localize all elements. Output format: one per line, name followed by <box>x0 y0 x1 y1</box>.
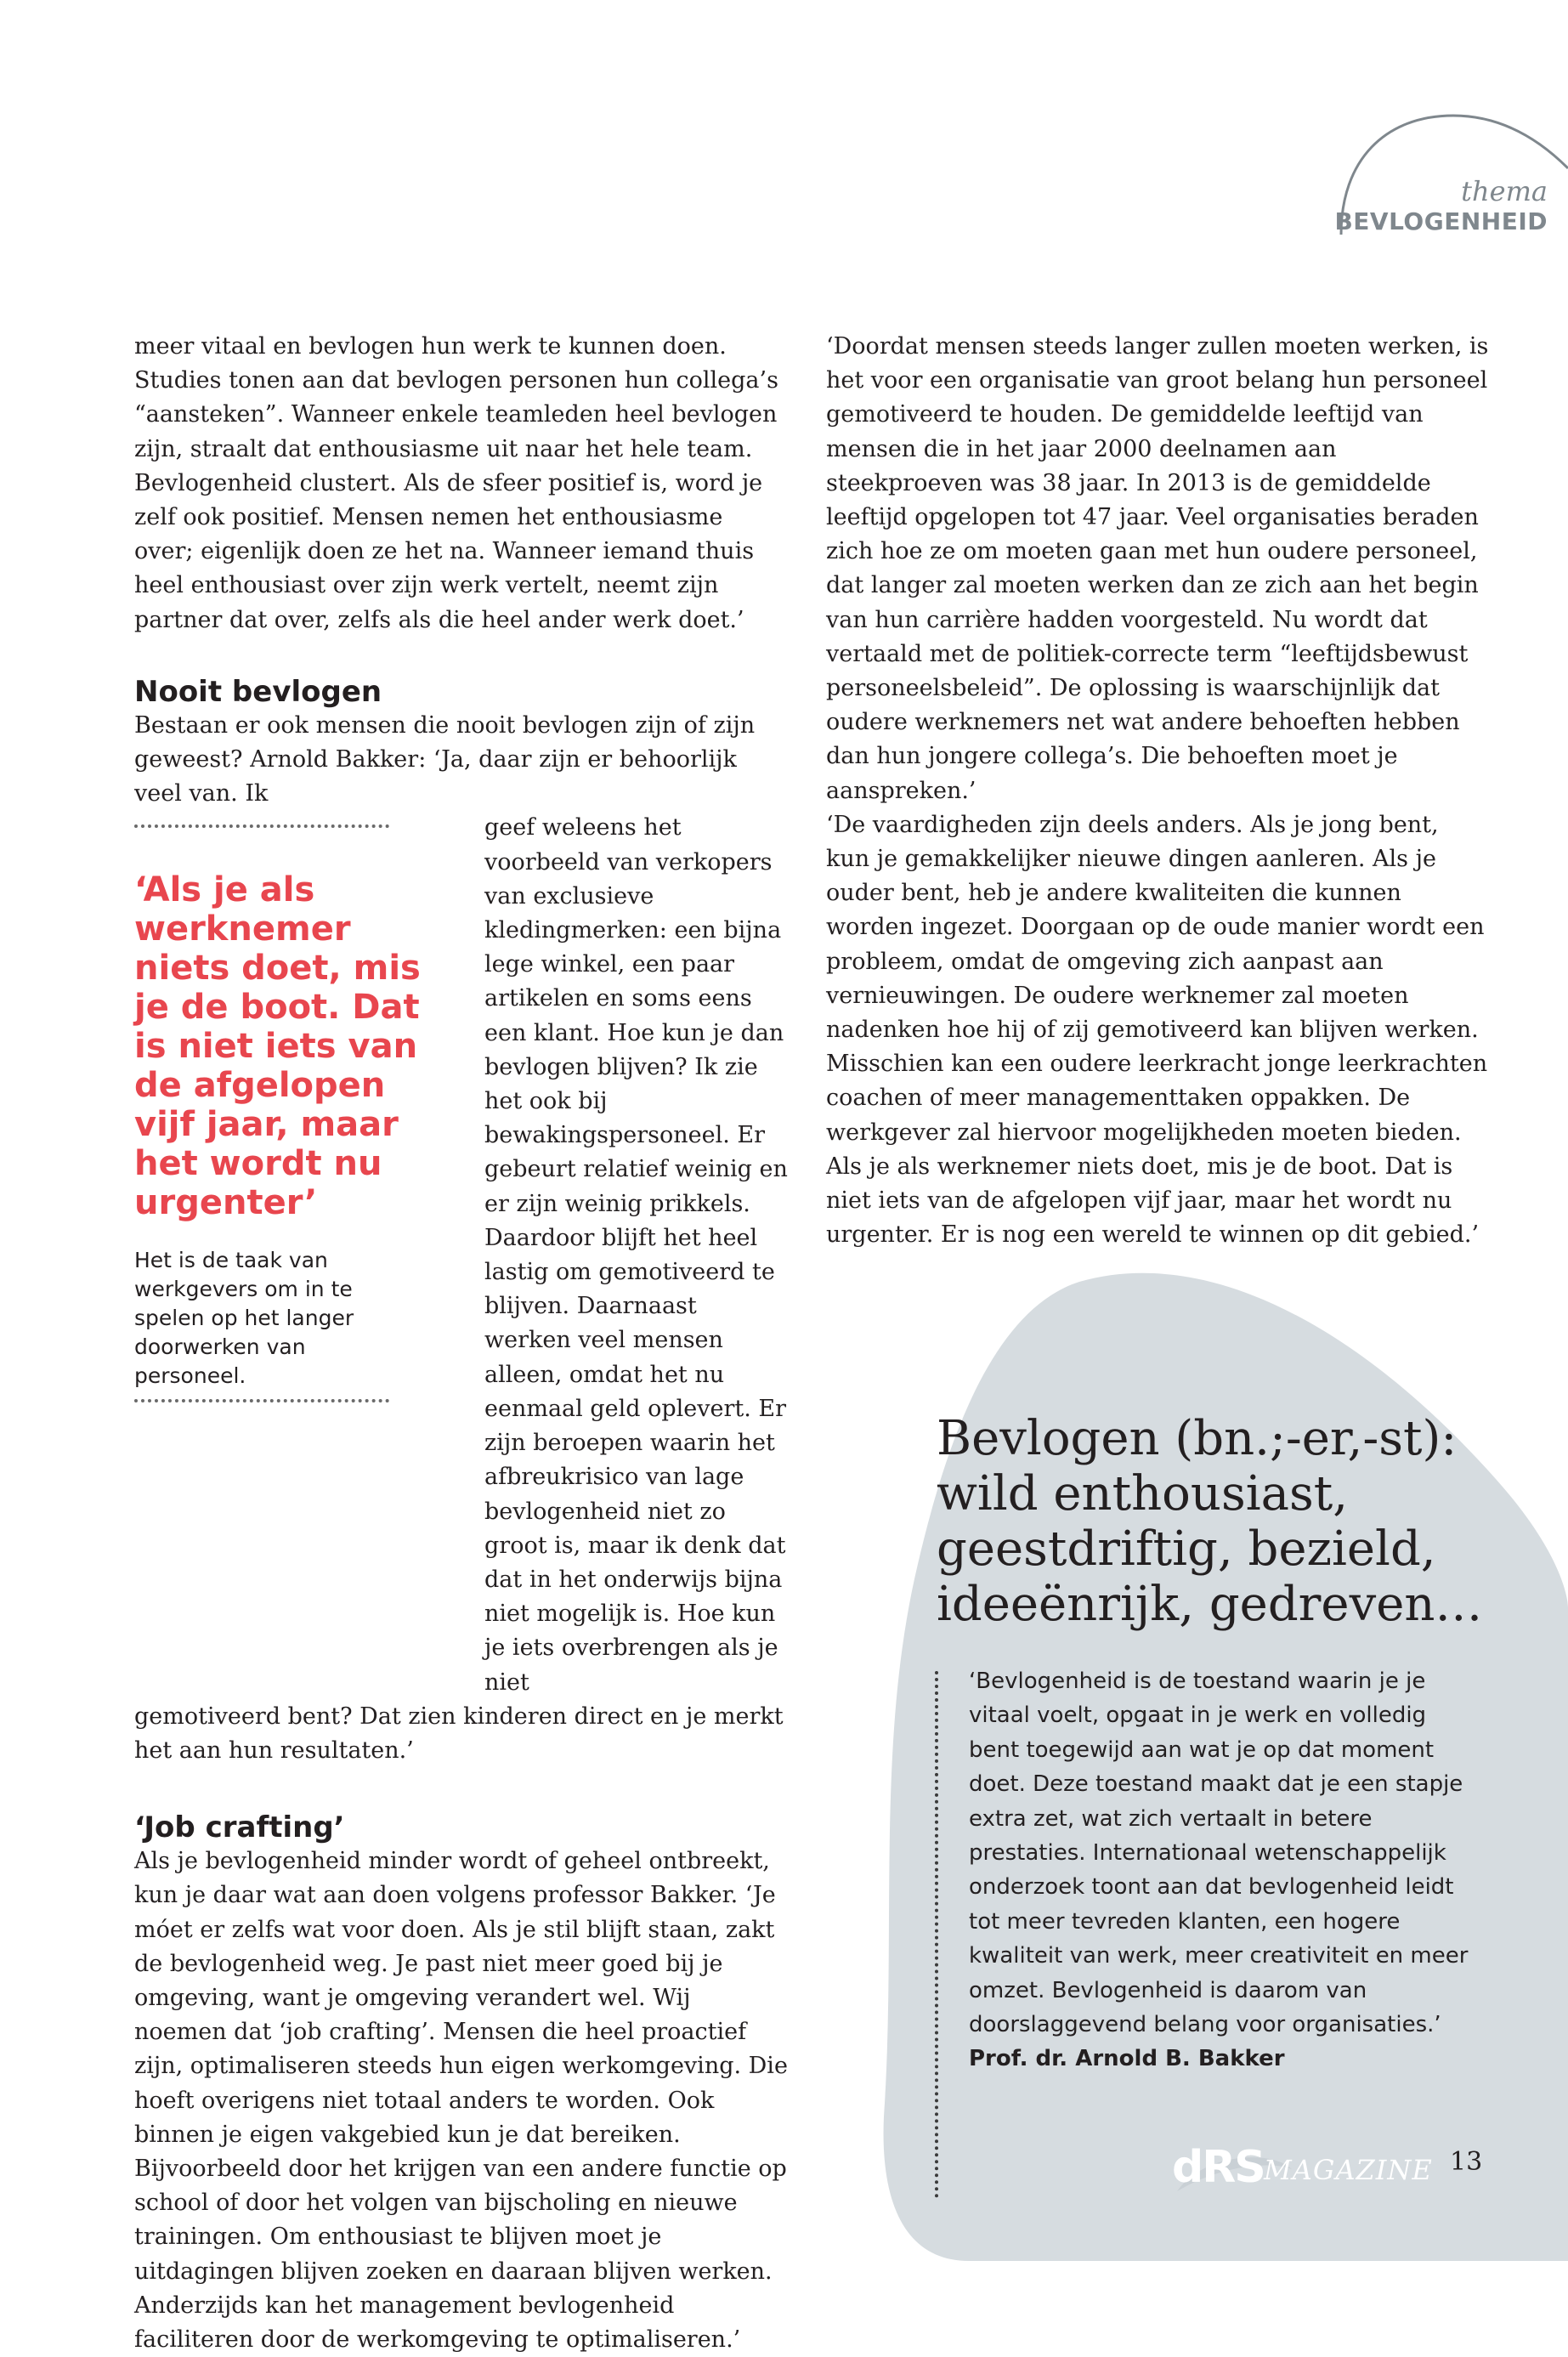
section1-tail: gemotiveerd bent? Dat zien kinderen direct en je merkt het aan hun resultaten.’ <box>134 1703 784 1764</box>
right-paragraph-1: ‘Doordat mensen steeds langer zullen moeten werken, is het voor een organisatie van groot belang hun personeel gemotiveerd te houden. De gemiddelde leeftijd van mensen die in het jaar 2000 deelnamen aan steekproeven was 38 jaar. In 2013 is de gemiddelde leeftijd opgelopen tot 47 jaar. Veel organisaties beraden zich hoe ze om moeten gaan met hun oudere personeel, dat langer zal moeten werken dan ze zich aan het begin van hun carrière hadden voorgesteld. Nu wordt dat vertaald met de politiek-correcte term “leeftijdsbewust personeelsbeleid”. De oplossing is waarschijnlijk dat oudere werknemers net wat andere behoeften hebben dan hun jongere collega’s. Die behoeften moet je aanspreken.’ <box>826 333 1489 804</box>
pull-quote-text: ‘Als je als werknemer niets doet, mis je de boot. Dat is niet iets van de afgelopen vijf jaar, maar het wordt nu urgenter’ <box>134 870 421 1222</box>
logo-letters: dRS <box>1172 2142 1265 2193</box>
pull-quote <box>134 870 457 1391</box>
intro-paragraph: meer vitaal en bevlogen hun werk te kunnen doen. Studies tonen aan dat bevlogen personen hun collega’s “aansteken”. Wanneer enkele teamleden heel bevlogen zijn, straalt dat enthousiasme uit naar het hele team. Bevlogenheid clustert. Als de sfeer positief is, word je zelf ook positief. Mensen nemen het enthousiasme over; eigenlijk doen ze het na. Wanneer iemand thuis heel enthousiast over zijn werk vertelt, neemt zijn partner dat over, zelfs als die heel ander werk doet.’ <box>134 333 778 633</box>
section-heading-nooit-bevlogen: Nooit bevlogen <box>134 674 382 709</box>
definition-title <box>937 1411 1565 1632</box>
pull-quote-rule-top <box>134 824 389 828</box>
pull-quote-caption: Het is de taak van werkgevers om in te spelen op het langer doorwerken van personeel. <box>134 1248 354 1388</box>
definition-dotted-rule <box>935 1671 938 2198</box>
definition-title-line-1: Bevlogen (bn.;-er,-st): <box>937 1411 1458 1466</box>
section1-lead: Bestaan er ook mensen die nooit bevlogen zijn of zijn geweest? Arnold Bakker: ‘Ja, daar zijn er behoorlijk veel van. Ik <box>134 711 756 807</box>
page-number: 13 <box>1450 2147 1483 2177</box>
magazine-logo <box>1169 2142 1433 2193</box>
definition-author: Prof. dr. Arnold B. Bakker <box>969 2046 1285 2072</box>
definition-quote-text: ‘Bevlogenheid is de toestand waarin je je vitaal voelt, opgaat in je werk en volledig bent toegewijd aan wat je op dat moment doet. Deze toestand maakt dat je een stapje extra zet, wat zich vertaalt in betere prestaties. Internationaal wetenschappelijk onderzoek toont aan dat bevlogenheid leidt tot meer tevreden klanten, een hogere kwaliteit van werk, meer creativiteit en meer omzet. Bevlogenheid is daarom van doorslaggevend belang voor organisaties.’ <box>969 1669 1469 2038</box>
definition-title-line-4: ideeënrijk, gedreven… <box>937 1577 1483 1632</box>
right-paragraph-2: ‘De vaardigheden zijn deels anders. Als je jong bent, kun je gemakkelijker nieuwe dingen aanleren. Als je ouder bent, heb je andere kwaliteiten die kunnen worden ingezet. Doorgaan op de oude manier wordt een probleem, omdat de omgeving zich aanpast aan vernieuwingen. De oudere werknemer zal moeten nadenken hoe hij of zij gemotiveerd kan blijven werken. Misschien kan een oudere leerkracht jonge leerkrachten coachen of meer managementtaken oppakken. De werkgever zal hiervoor mogelijkheden moeten bieden. Als je als werknemer niets doet, mis je de boot. Dat is niet iets van de afgelopen vijf jaar, maar het wordt nu urgenter. Er is nog een wereld te winnen op dit gebied.’ <box>826 811 1488 1249</box>
section2-paragraph: Als je bevlogenheid minder wordt of geheel ontbreekt, kun je daar wat aan doen volgens professor Bakker. ‘Je móet er zelfs wat voor doen. Als je stil blijft staan, zakt de bevlogenheid weg. Je past niet meer goed bij je omgeving, want je omgeving verandert wel. Wij noemen dat ‘job crafting’. Mensen die heel proactief zijn, optimaliseren steeds hun eigen werkomgeving. Die hoeft overigens niet totaal anders te worden. Ook binnen je eigen vakgebied kun je dat bereiken. Bijvoorbeeld door het krijgen van een andere functie op school of door het volgen van bijscholing en nieuwe trainingen. Om enthousiast te blijven moet je uitdagingen blijven zoeken en daaraan blijven werken. Anderzijds kan het management bevlogenheid faciliteren door de werkomgeving te optimaliseren.’ <box>134 1848 788 2353</box>
right-column <box>826 330 1489 1252</box>
thema-title: BEVLOGENHEID <box>1334 207 1548 235</box>
section1-narrow: geef weleens het voorbeeld van verkopers van exclusieve kledingmerken: een bijna lege winkel, een paar artikelen en soms eens een klant. Hoe kun je dan bevlogen blijven? Ik zie het ook bij bewakingspersoneel. Er gebeurt relatief weinig en er zijn weinig prikkels. Daardoor blijft het heel lastig om gemotiveerd te blijven. Daarnaast werken veel mensen alleen, omdat het nu eenmaal geld oplevert. Er zijn beroepen waarin het afbreukrisico van lage bevlogenheid niet zo groot is, maar ik denk dat dat in het onderwijs bijna niet mogelijk is. Hoe kun je iets overbrengen als je niet <box>484 814 788 1696</box>
definition-title-line-3: geestdriftig, bezield, <box>937 1521 1436 1577</box>
definition-title-line-2: wild enthousiast, <box>937 1466 1349 1521</box>
pull-quote-rule-bottom <box>134 1399 389 1402</box>
thema-label: thema <box>1461 175 1548 207</box>
logo-word: MAGAZINE <box>1264 2154 1433 2186</box>
section-heading-job-crafting: ‘Job crafting’ <box>134 1810 345 1845</box>
definition-quote <box>969 1664 1479 2076</box>
